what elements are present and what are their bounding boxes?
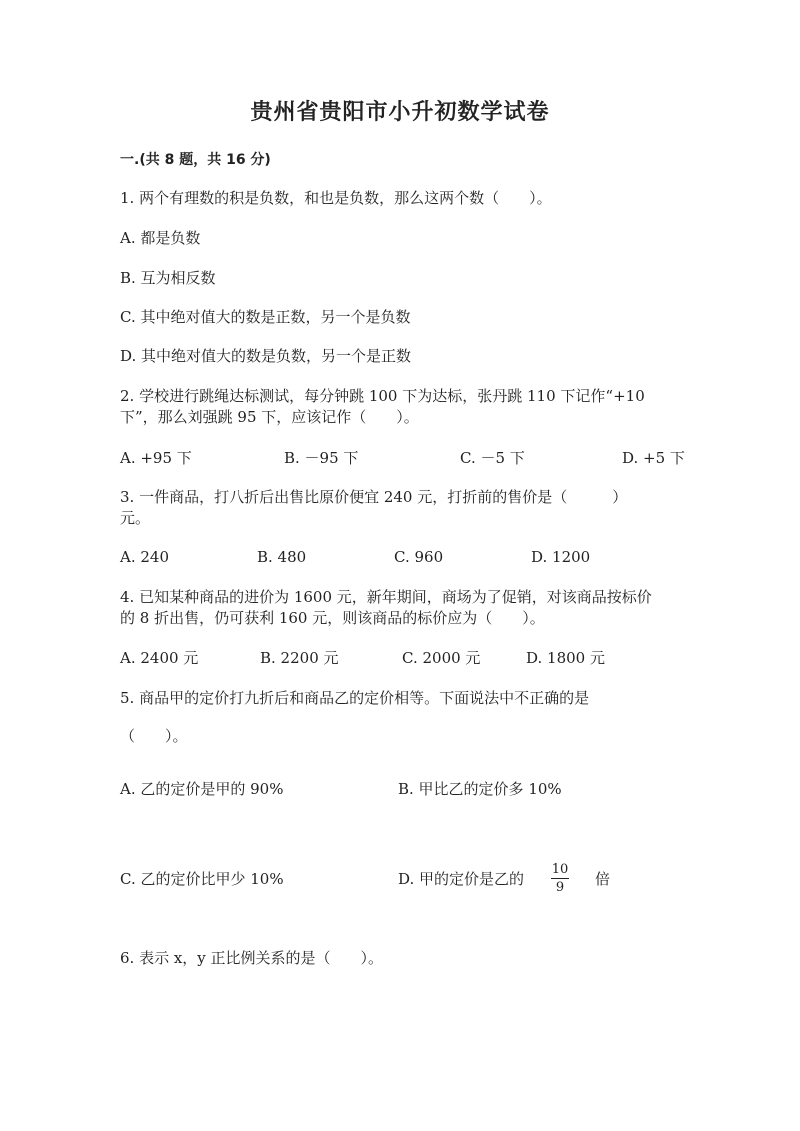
question-2-stem-line-2: 下”，那么刘强跳 95 下，应该记作（ ）。 xyxy=(120,408,419,426)
question-3-stem-line-2: 元。 xyxy=(120,509,151,527)
question-5-stem-line-1: 5. 商品甲的定价打九折后和商品乙的定价相等。下面说法中不正确的是 xyxy=(120,689,590,707)
question-5-option-b: B. 甲比乙的定价多 10% xyxy=(398,780,562,798)
question-2-stem-line-1: 2. 学校进行跳绳达标测试，每分钟跳 100 下为达标，张丹跳 110 下记作“+10 xyxy=(120,387,645,405)
question-4-option-c: C. 2000 元 xyxy=(402,649,481,667)
question-1-option-c: C. 其中绝对值大的数是正数，另一个是负数 xyxy=(120,308,411,326)
question-1-option-d: D. 其中绝对值大的数是负数，另一个是正数 xyxy=(120,347,412,365)
question-3-option-d: D. 1200 xyxy=(531,548,591,566)
question-6-stem: 6. 表示 x，y 正比例关系的是（ ）。 xyxy=(120,949,384,967)
question-2-option-c: C. －5 下 xyxy=(460,449,525,467)
question-5-option-d-suffix: 倍 xyxy=(595,870,611,888)
section-heading: 一.(共 8 题，共 16 分) xyxy=(120,152,271,168)
fraction-ten-ninths xyxy=(549,862,571,895)
fraction-bar xyxy=(551,878,569,879)
question-1-option-a: A. 都是负数 xyxy=(120,229,201,247)
question-5-option-a: A. 乙的定价是甲的 90% xyxy=(120,780,284,798)
question-2-option-d: D. +5 下 xyxy=(622,449,685,467)
question-2-option-b: B. －95 下 xyxy=(284,449,359,467)
page-title: 贵州省贵阳市小升初数学试卷 xyxy=(250,100,550,125)
fraction-numerator: 10 xyxy=(551,862,569,877)
question-5-stem-line-2: （ ）。 xyxy=(120,727,188,745)
question-3-option-c: C. 960 xyxy=(394,548,444,566)
question-4-stem-line-1: 4. 已知某种商品的进价为 1600 元，新年期间，商场为了促销，对该商品按标价 xyxy=(120,588,652,606)
question-5-option-c: C. 乙的定价比甲少 10% xyxy=(120,870,284,888)
question-3-option-a: A. 240 xyxy=(120,548,169,566)
question-4-option-d: D. 1800 元 xyxy=(526,649,605,667)
question-3-option-b: B. 480 xyxy=(257,548,307,566)
question-5-option-d: D. 甲的定价是乙的 xyxy=(398,870,525,888)
question-1-option-b: B. 互为相反数 xyxy=(120,269,216,287)
question-4-option-a: A. 2400 元 xyxy=(120,649,199,667)
question-1-stem: 1. 两个有理数的积是负数，和也是负数，那么这两个数（ ）。 xyxy=(120,189,552,207)
question-4-stem-line-2: 的 8 折出售，仍可获利 160 元，则该商品的标价应为（ ）。 xyxy=(120,609,545,627)
question-4-option-b: B. 2200 元 xyxy=(260,649,339,667)
question-3-stem-line-1: 3. 一件商品，打八折后出售比原价便宜 240 元，打折前的售价是（ ） xyxy=(120,488,628,506)
fraction-denominator: 9 xyxy=(555,880,565,895)
question-2-option-a: A. +95 下 xyxy=(120,449,192,467)
